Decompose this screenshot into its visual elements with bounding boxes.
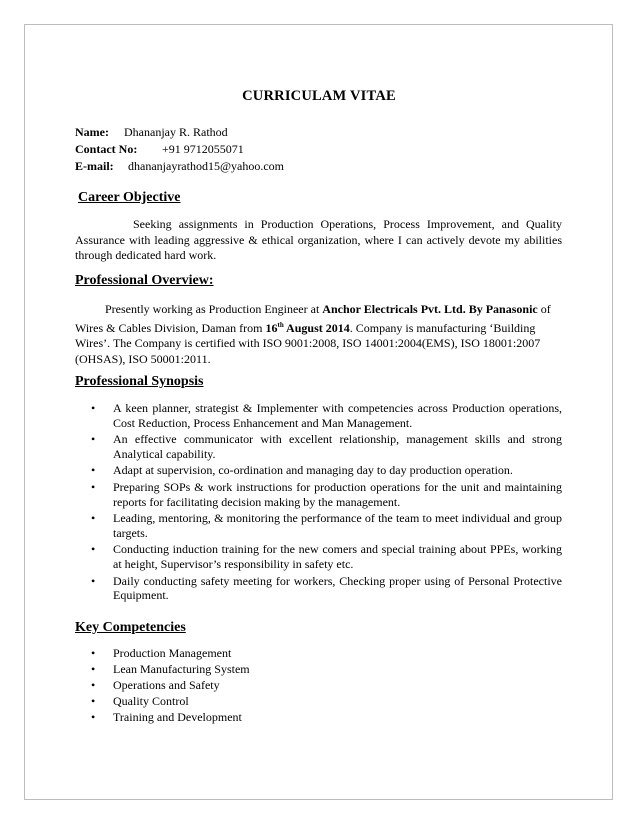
bullet-icon: • [91,542,96,557]
professional-overview-heading: Professional Overview: [75,273,214,288]
bullet-icon: • [91,432,96,447]
key-competencies-heading: Key Competencies [75,620,186,635]
list-item: • Daily conducting safety meeting for workers, Checking proper using of Personal Protective Equipment. [91,573,562,603]
career-objective-heading: Career Objective [78,190,181,205]
list-item: • A keen planner, strategist & Implementer with competencies across Production operations, Cost Reduction, Process Enhancement and Man Management. [91,401,562,430]
list-item: • Lean Manufacturing System [91,662,250,676]
list-item: • Training and Development [91,710,242,724]
bullet-icon: • [91,463,96,478]
list-item: • Production Management [91,646,232,660]
phone-value: +91 9712055071 [162,142,244,156]
bullet-icon: • [91,401,96,415]
document-title: CURRICULAM VITAE [242,88,396,104]
bullet-icon: • [91,710,96,724]
bullet-icon: • [91,694,96,708]
professional-overview-text [75,302,562,367]
overview-text-2: of Wires & Cables Division, Daman from [75,302,551,335]
list-item: • Conducting induction training for the new comers and special training about PPEs, working at height, Supervisor’s responsibility in safety etc. [91,542,562,571]
overview-company: Anchor Electricals Pvt. Ltd. By Panasonic [322,302,538,316]
overview-date [265,321,349,335]
name-value: Dhananjay R. Rathod [124,125,228,139]
bullet-icon: • [91,646,96,660]
key-competencies-list [75,645,562,725]
list-item: • Operations and Safety [91,678,220,692]
overview-date-sup: th [277,320,284,329]
overview-text-1: Presently working as Production Engineer at [105,302,323,316]
phone-label: Contact No: [75,142,138,156]
overview-text-3: . Company is manufacturing ‘Building Wires’. The Company is certified with ISO 9001:2008, ISO 14001:2004(EMS), ISO 18001:2007 (OHSAS), ISO 50001:2011. [75,320,541,366]
email-label: E-mail: [75,159,114,173]
professional-synopsis-list [75,401,562,603]
bullet-icon: • [91,479,96,494]
professional-synopsis-heading: Professional Synopsis [75,374,204,389]
bullet-icon: • [91,662,96,676]
overview-date-rest: August 2014 [283,320,350,335]
email-value: dhananjayrathod15@yahoo.com [128,159,285,173]
list-item: • Quality Control [91,694,189,708]
contact-block [75,124,284,175]
bullet-icon: • [91,573,96,588]
name-label: Name: [75,125,109,139]
overview-date-day: 16 [265,320,278,335]
list-item: • Leading, mentoring, & monitoring the performance of the team to meet individual and group targets. [91,511,562,540]
contact-email-row [75,158,284,175]
list-item: • An effective communicator with excellent relationship, management skills and strong Analytical capability. [91,432,562,461]
bullet-icon: • [91,678,96,692]
career-objective-text: Seeking assignments in Production Operations, Process Improvement, and Quality Assurance with leading aggressive & ethical organization, where I can actively devote my abilities through dedicated hard work. [75,217,562,262]
contact-name-row [75,124,284,141]
bullet-icon: • [91,511,96,526]
list-item: • Adapt at supervision, co-ordination and managing day to day production operation. [91,463,513,478]
list-item: • Preparing SOPs & work instructions for production operations for the unit and maintaining reports for facilitating decision making by the management. [91,479,562,509]
contact-phone-row [75,141,284,158]
